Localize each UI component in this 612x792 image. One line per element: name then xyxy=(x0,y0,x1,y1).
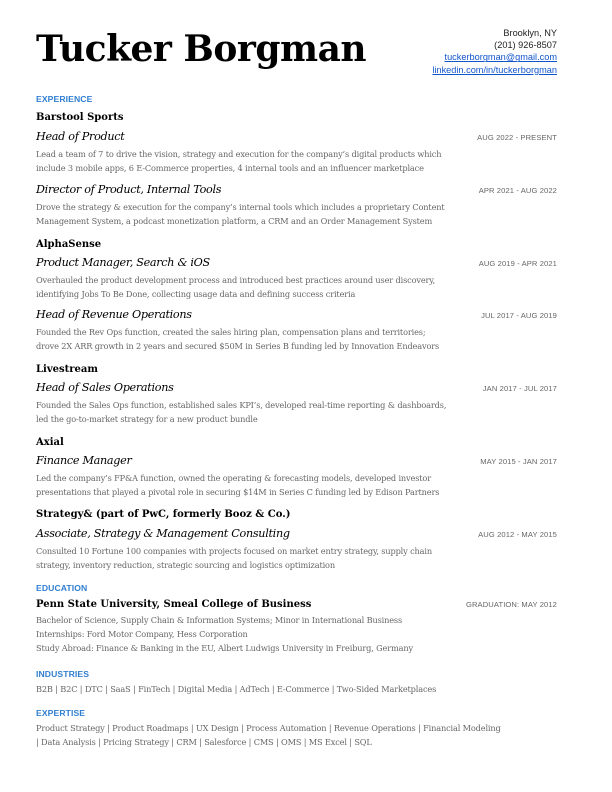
role-title: Head of Sales Operations xyxy=(36,381,174,394)
description-line: Management System, a podcast monetization platform, a CRM and an Order Management System xyxy=(36,216,433,227)
role-dates: AUG 2019 - APR 2021 xyxy=(478,259,557,268)
description-line: drove 2X ARR growth in 2 years and secured $50M in Series B funding led by Innovation Endeavors xyxy=(36,341,440,352)
industries-section xyxy=(36,668,557,696)
section-title-industries: INDUSTRIES xyxy=(36,669,90,679)
company-name: Strategy& (part of PwC, formerly Booz & Co.) xyxy=(36,509,291,520)
role-dates: APR 2021 - AUG 2022 xyxy=(478,186,557,195)
education-section xyxy=(36,582,557,594)
company-name: Axial xyxy=(36,437,64,448)
role-director-of-product xyxy=(36,182,557,228)
role-title: Product Manager, Search & iOS xyxy=(36,256,210,269)
description-line: Founded the Rev Ops function, created the sales hiring plan, compensation plans and territories; xyxy=(36,327,426,337)
company-strategy-and xyxy=(36,508,557,522)
expertise-line: | Data Analysis | Pricing Strategy | CRM | Salesforce | CMS | OMS | MS Excel | SQL xyxy=(36,737,372,748)
expertise-section xyxy=(36,707,557,749)
section-title-experience: EXPERIENCE xyxy=(36,94,93,104)
description-line: Consulted 10 Fortune 100 companies with projects focused on market entry strategy, supply chain xyxy=(36,546,432,556)
description-line: led the go-to-market strategy for a new product bundle xyxy=(36,414,258,425)
role-title: Director of Product, Internal Tools xyxy=(36,183,222,196)
company-axial xyxy=(36,436,557,450)
resume-header xyxy=(36,0,557,88)
contact-info xyxy=(432,27,557,76)
linkedin-link[interactable]: linkedin.com/in/tuckerborgman xyxy=(432,64,557,75)
role-description xyxy=(36,147,496,175)
role-head-of-sales-operations xyxy=(36,380,557,426)
description-line: Lead a team of 7 to drive the vision, strategy and execution for the company’s digital products which xyxy=(36,149,442,159)
role-dates: MAY 2015 - JAN 2017 xyxy=(480,457,557,466)
school-name: Penn State University, Smeal College of Business xyxy=(36,599,312,610)
role-title: Associate, Strategy & Management Consulting xyxy=(36,527,290,540)
role-dates: JAN 2017 - JUL 2017 xyxy=(482,384,557,393)
section-title-expertise: EXPERTISE xyxy=(36,708,86,718)
education-entry xyxy=(36,598,557,656)
role-associate-consulting xyxy=(36,526,557,572)
role-title: Head of Revenue Operations xyxy=(36,308,192,321)
role-dates: AUG 2022 - PRESENT xyxy=(477,133,557,142)
description-line: identifying Jobs To Be Done, collecting usage data and defining success criteria xyxy=(36,289,356,300)
role-head-of-product xyxy=(36,129,557,175)
role-description xyxy=(36,544,496,572)
education-line: Internships: Ford Motor Company, Hess Corporation xyxy=(36,629,248,640)
role-description xyxy=(36,325,496,353)
company-alphasense xyxy=(36,238,557,252)
company-name: Livestream xyxy=(36,364,98,375)
description-line: Founded the Sales Ops function, established sales KPI’s, developed real-time reporting & dashboards, xyxy=(36,400,447,410)
description-line: Overhauled the product development process and introduced best practices around user discovery, xyxy=(36,275,436,285)
description-line: Drove the strategy & execution for the company’s internal tools which includes a proprietary Content xyxy=(36,202,445,212)
role-head-of-revenue-operations xyxy=(36,307,557,353)
role-description xyxy=(36,200,496,228)
expertise-line: Product Strategy | Product Roadmaps | UX Design | Process Automation | Revenue Operations | Financial Modeling xyxy=(36,723,501,733)
graduation-date: GRADUATION: MAY 2012 xyxy=(465,600,557,609)
role-title: Head of Product xyxy=(36,130,125,143)
experience-section xyxy=(36,93,557,105)
role-dates: AUG 2012 - MAY 2015 xyxy=(478,530,557,539)
candidate-name: Tucker Borgman xyxy=(36,28,367,70)
education-line: Bachelor of Science, Supply Chain & Information Systems; Minor in International Business xyxy=(36,615,403,625)
company-name: AlphaSense xyxy=(36,239,102,250)
location: Brooklyn, NY xyxy=(503,28,557,38)
description-line: strategy, inventory reduction, strategic sourcing and logistics optimization xyxy=(36,560,335,571)
description-line: Led the company’s FP&A function, owned the operating & forecasting models, developed investor xyxy=(36,473,431,483)
description-line: presentations that played a pivotal role in securing $14M in Series C funding led by Edison Partners xyxy=(36,487,440,498)
education-details xyxy=(36,613,557,656)
role-dates: JUL 2017 - AUG 2019 xyxy=(481,311,557,320)
role-finance-manager xyxy=(36,453,557,499)
email-link[interactable]: tuckerborgman@gmail.com xyxy=(444,52,557,63)
resume-page xyxy=(36,0,557,748)
company-name: Barstool Sports xyxy=(36,112,124,123)
role-description xyxy=(36,471,496,499)
role-product-manager xyxy=(36,255,557,301)
role-description xyxy=(36,273,496,301)
phone: (201) 926-8507 xyxy=(494,40,557,51)
education-line: Study Abroad: Finance & Banking in the EU, Albert Ludwigs University in Freiburg, Germany xyxy=(36,643,413,654)
industries-list: B2B | B2C | DTC | SaaS | FinTech | Digital Media | AdTech | E-Commerce | Two-Sided Marketplaces xyxy=(36,684,437,694)
role-description xyxy=(36,398,496,426)
company-barstool-sports xyxy=(36,111,557,125)
role-title: Finance Manager xyxy=(36,454,132,467)
company-livestream xyxy=(36,363,557,377)
description-line: include 3 mobile apps, 6 E-Commerce properties, 4 internal tools and an influencer marketplace xyxy=(36,163,424,174)
section-title-education: EDUCATION xyxy=(36,583,88,593)
expertise-list xyxy=(36,721,557,749)
